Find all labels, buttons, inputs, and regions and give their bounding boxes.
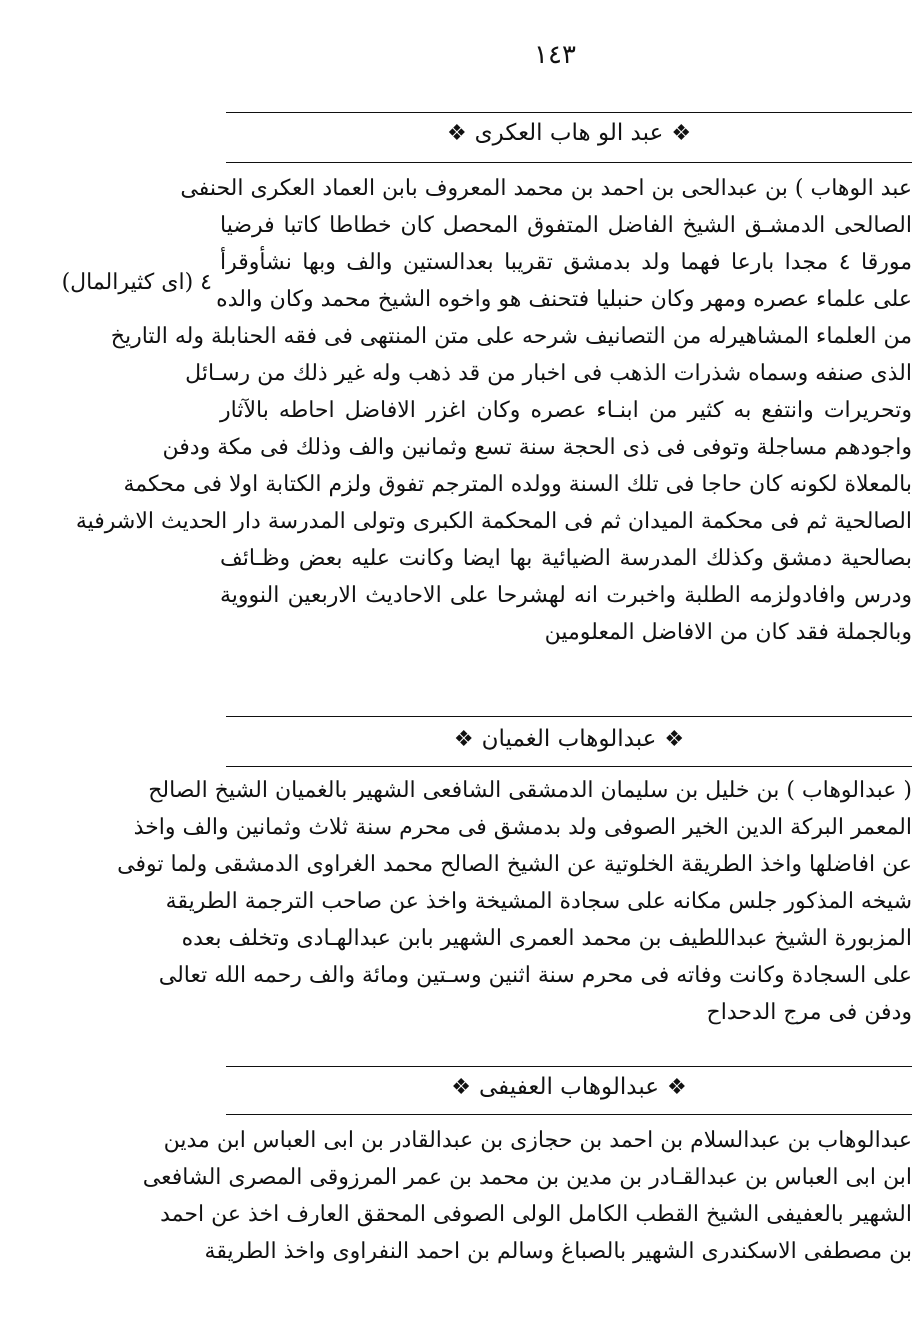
- entry-heading-text: عبدالوهاب العفيفى: [479, 1074, 659, 1100]
- text-line: بالمعلاة لكونه كان حاجا فى تلك السنة وولده المترجم تفوق ولزم الكتابة اولا فى محكمة: [123, 472, 912, 497]
- text-line: ( عبدالوهاب ) بن خليل بن سليمان الدمشقى الشافعى الشهير بالغميان الشيخ الصالح: [148, 778, 912, 803]
- rule-under-heading-2: [226, 766, 912, 767]
- text-line: على علماء عصره ومهر وكان حنبليا فتحنف هو واخوه الشيخ محمد وكان والده: [216, 287, 912, 312]
- text-line: وتحريرات وانتفع به كثير من ابنـاء عصره وكان اغزر الافاضل احاطه بالآثار: [220, 398, 912, 423]
- rule-under-heading-3: [226, 1114, 912, 1115]
- entry-body-2: [117, 772, 912, 1031]
- text-line: المعمر البركة الدين الخير الصوفى ولد بدمشق فى محرم سنة ثلاث وثمانين والف واخذ: [133, 815, 912, 840]
- text-line: مورقا ٤ مجدا بارعا فهما ولد بدمشق تقريبا بعدالستين والف وبها نشأوقرأ: [220, 250, 912, 275]
- ornament-icon: ❖: [453, 727, 474, 752]
- text-line: عن افاضلها واخذ الطريقة الخلوتية عن الشيخ الصالح محمد الغراوى الدمشقى ولما توفى: [117, 852, 912, 877]
- rule-under-heading-1: [226, 162, 912, 163]
- ornament-icon: ❖: [664, 727, 685, 752]
- text-line: ودرس وافادولزمه الطلبة واخبرت انه لهشرحا على الاحاديث الاربعين النووية: [220, 583, 912, 608]
- text-line: عبدالوهاب بن عبدالسلام بن احمد بن حجازى بن عبدالقادر بن ابى العباس ابن مدين: [163, 1128, 912, 1153]
- text-line: بن مصطفى الاسكندرى الشهير بالصباغ وسالم بن احمد النفراوى واخذ الطريقة: [204, 1239, 912, 1264]
- entry-heading-text: عبدالوهاب الغميان: [481, 726, 657, 752]
- text-line: الصالحية ثم فى محكمة الميدان ثم فى المحكمة الكبرى وتولى المدرسة دار الحديث الاشرفية: [75, 509, 912, 534]
- text-line: الذى صنفه وسماه شذرات الذهب فى اخبار من قد ذهب وله غير ذلك من رسـائل: [185, 361, 912, 386]
- ornament-icon: ❖: [451, 1075, 471, 1100]
- entry-heading-3: [226, 1072, 912, 1103]
- text-line: الشهير بالعفيفى الشيخ القطب الكامل الولى الصوفى المحقق العارف اخذ عن احمد: [160, 1202, 912, 1227]
- text-line: على السجادة وكانت وفاته فى محرم سنة اثنين وسـتين ومائة والف رحمه الله تعالى: [158, 963, 912, 988]
- text-line: ابن ابى العباس بن عبدالقـادر بن مدين بن محمد بن عمر المرزوقى المصرى الشافعى: [142, 1165, 912, 1190]
- entry-heading-1: [226, 118, 912, 149]
- ornament-icon: ❖: [446, 121, 467, 146]
- text-line: وبالجملة فقد كان من الافاضل المعلومين: [544, 620, 912, 645]
- text-line: بصالحية دمشق وكذلك المدرسة الضيائية بها ايضا وكانت عليه بعض وظـائف: [220, 546, 912, 571]
- text-line: الصالحى الدمشـق الشيخ الفاضل المتفوق المحصل كان خطاطا كاتبا فرضيا: [220, 213, 912, 238]
- text-line: واجودهم مساجلة وتوفى فى ذى الحجة سنة تسع وثمانين والف وذلك فى مكة ودفن: [162, 435, 912, 460]
- entry-heading-2: [226, 724, 912, 755]
- margin-note: ٤ (اى كثيرالمال): [61, 270, 212, 295]
- entry-body-3: [142, 1122, 912, 1270]
- ornament-icon: ❖: [671, 121, 692, 146]
- text-line: عبد الوهاب ) بن عبدالحى بن احمد بن محمد المعروف بابن العماد العكرى الحنفى: [180, 176, 912, 201]
- text-line: ودفن فى مرج الدحداح: [706, 1000, 912, 1025]
- ornament-icon: ❖: [667, 1075, 687, 1100]
- rule-top-entry-1: [226, 112, 912, 113]
- text-line: من العلماء المشاهيرله من التصانيف شرحه على متن المنتهى فى فقه الحنابلة وله التاريخ: [110, 324, 912, 349]
- rule-top-entry-3: [226, 1066, 912, 1067]
- text-line: المزبورة الشيخ عبداللطيف بن محمد العمرى الشهير بابن عبدالهـادى وتخلف بعده: [181, 926, 912, 951]
- text-line: شيخه المذكور جلس مكانه على سجادة المشيخة واخذ عن صاحب الترجمة الطريقة: [165, 889, 912, 914]
- page-number: ١٤٣: [534, 40, 576, 70]
- rule-top-entry-2: [226, 716, 912, 717]
- entry-heading-text: عبد الو هاب العكرى: [474, 120, 664, 146]
